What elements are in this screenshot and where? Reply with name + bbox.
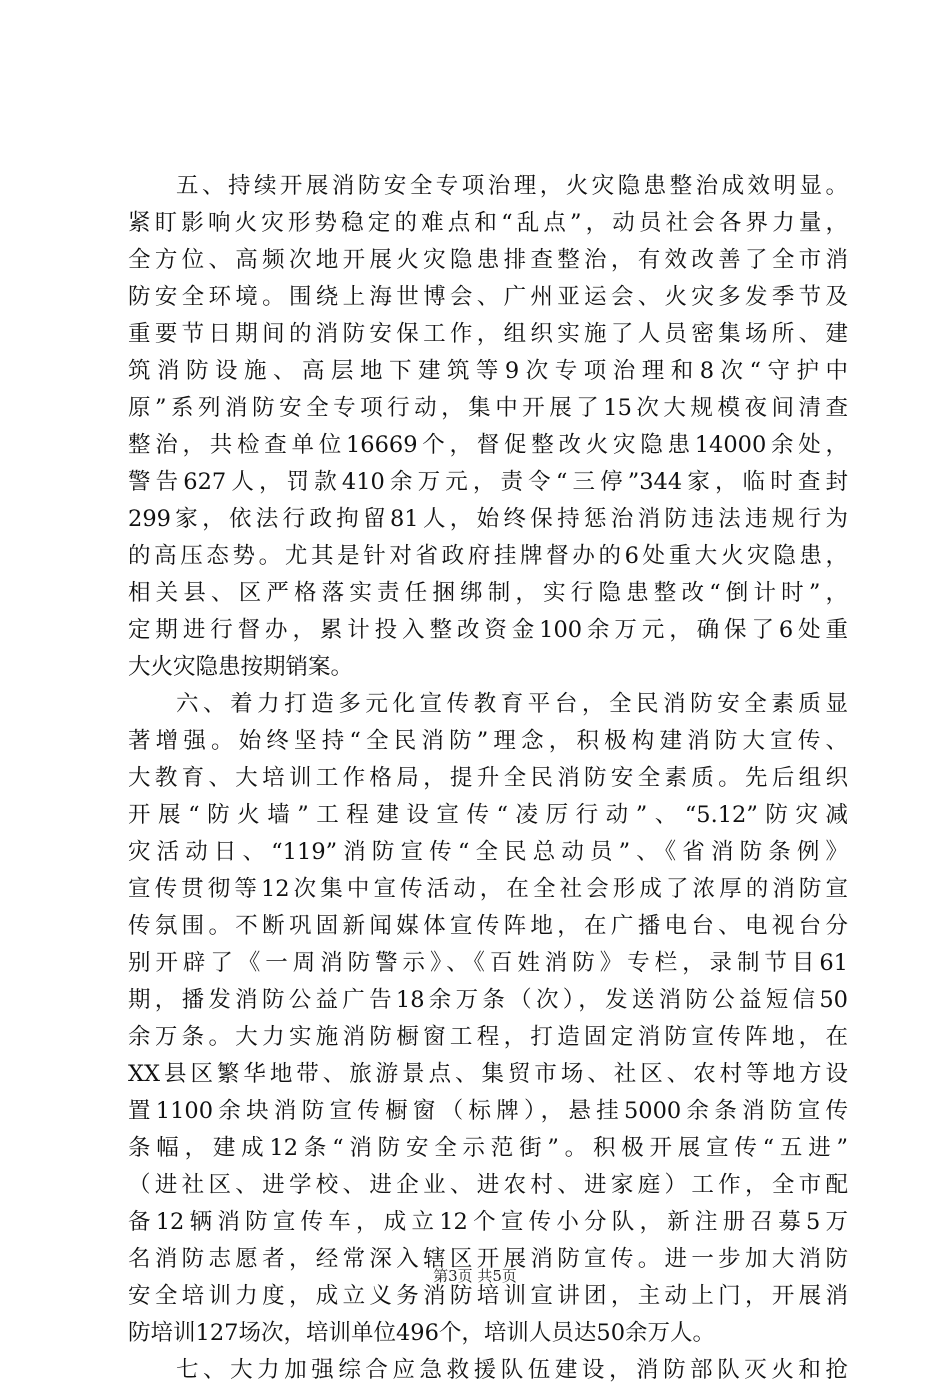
text-line: 防安全环境。围绕上海世博会、广州亚运会、火灾多发季节及 xyxy=(128,284,848,310)
text-line: 安全培训力度，成立义务消防培训宣讲团，主动上门，开展消 xyxy=(128,1283,848,1309)
text-line: 定期进行督办，累计投入整改资金100余万元，确保了6处重 xyxy=(128,617,848,643)
text-line: 七、大力加强综合应急救援队伍建设，消防部队灭火和抢 xyxy=(176,1357,848,1383)
text-line: 警告627人，罚款410余万元，责令“三停”344家，临时查封 xyxy=(128,469,848,495)
text-line: 别开辟了《一周消防警示》、《百姓消防》专栏，录制节目61 xyxy=(128,950,848,976)
text-line: 重要节日期间的消防安保工作，组织实施了人员密集场所、建 xyxy=(128,321,848,347)
text-line: 期，播发消防公益广告18余万条（次），发送消防公益短信50 xyxy=(128,987,848,1013)
text-line: 备12辆消防宣传车，成立12个宣传小分队，新注册召募5万 xyxy=(128,1209,848,1235)
text-line: 原”系列消防安全专项行动，集中开展了15次大规模夜间清查 xyxy=(128,395,848,421)
text-line: 条幅，建成12条“消防安全示范街”。积极开展宣传“五进” xyxy=(128,1135,848,1161)
text-line: 大火灾隐患按期销案。 xyxy=(128,654,354,680)
text-line: 大教育、大培训工作格局，提升全民消防安全素质。先后组织 xyxy=(128,765,848,791)
text-line: 紧盯影响火灾形势稳定的难点和“乱点”，动员社会各界力量， xyxy=(128,210,848,236)
text-line: 整治，共检查单位16669个，督促整改火灾隐患14000余处， xyxy=(128,432,848,458)
text-line: 置1100余块消防宣传橱窗（标牌），悬挂5000余条消防宣传 xyxy=(128,1098,848,1124)
page-footer xyxy=(0,1265,950,1286)
text-line: 防培训127场次，培训单位496个，培训人员达50余万人。 xyxy=(128,1320,716,1346)
text-line: （进社区、进学校、进企业、进农村、进家庭）工作，全市配 xyxy=(128,1172,848,1198)
text-line: 六、着力打造多元化宣传教育平台，全民消防安全素质显 xyxy=(176,691,848,717)
text-line: 著增强。始终坚持“全民消防”理念，积极构建消防大宣传、 xyxy=(128,728,848,754)
text-line: 开展“防火墙”工程建设宣传“凌厉行动”、“5.12”防灾减 xyxy=(128,802,848,828)
text-line: XX县区繁华地带、旅游景点、集贸市场、社区、农村等地方设 xyxy=(128,1061,848,1087)
text-line: 名消防志愿者，经常深入辖区开展消防宣传。进一步加大消防 xyxy=(128,1246,848,1272)
text-line: 宣传贯彻等12次集中宣传活动，在全社会形成了浓厚的消防宣 xyxy=(128,876,848,902)
text-line: 299家，依法行政拘留81人，始终保持惩治消防违法违规行为 xyxy=(128,506,848,532)
text-line: 的高压态势。尤其是针对省政府挂牌督办的6处重大火灾隐患， xyxy=(128,543,848,569)
text-line: 全方位、高频次地开展火灾隐患排查整治，有效改善了全市消 xyxy=(128,247,848,273)
text-line: 五、持续开展消防安全专项治理，火灾隐患整治成效明显。 xyxy=(176,173,848,199)
document-body xyxy=(128,168,848,1389)
text-line: 传氛围。不断巩固新闻媒体宣传阵地，在广播电台、电视台分 xyxy=(128,913,848,939)
text-line: 灾活动日、“119”消防宣传“全民总动员”、《省消防条例》 xyxy=(128,839,848,865)
text-line: 相关县、区严格落实责任捆绑制，实行隐患整改“倒计时”， xyxy=(128,580,848,606)
text-line: 余万条。大力实施消防橱窗工程，打造固定消防宣传阵地，在 xyxy=(128,1024,848,1050)
text-line: 筑消防设施、高层地下建筑等9次专项治理和8次“守护中 xyxy=(128,358,848,384)
page-number-label: 第3页 共5页 xyxy=(433,1267,517,1285)
